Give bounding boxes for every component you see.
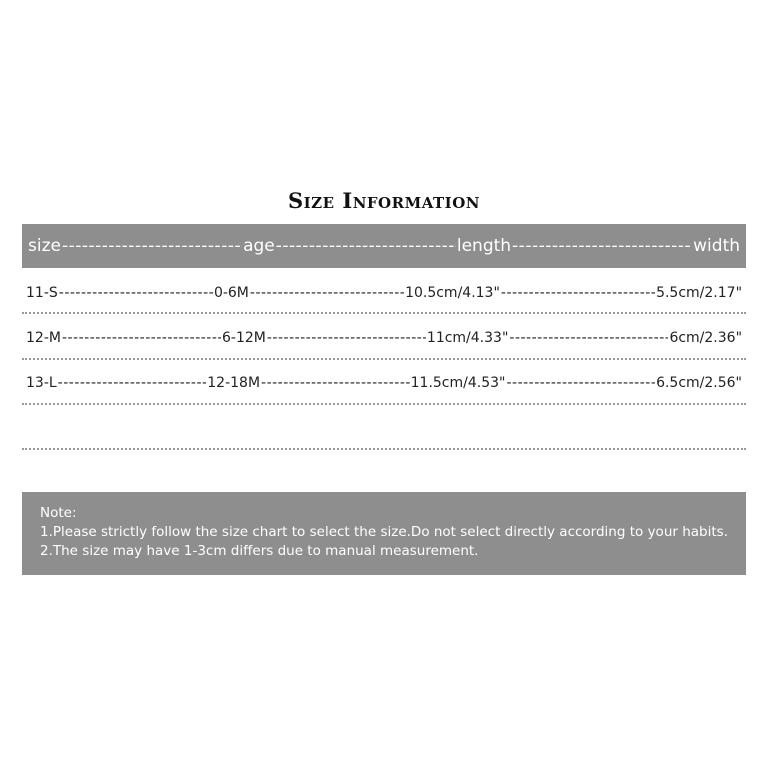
dash-leader — [62, 330, 221, 346]
note-heading: Note: — [40, 505, 77, 521]
row-age: 12-18M — [207, 375, 261, 391]
dash-leader — [58, 375, 207, 391]
table-row — [22, 282, 746, 304]
row-width: 5.5cm/2.17" — [656, 285, 742, 301]
row-age: 0-6M — [213, 285, 249, 301]
size-table-header — [22, 224, 746, 268]
row-divider — [22, 312, 746, 314]
header-age: age — [243, 236, 275, 256]
row-age: 6-12M — [222, 330, 266, 346]
note-line: 1.Please strictly follow the size chart to select the size.Do not select directly according to your habits. — [40, 524, 728, 540]
dash-leader — [276, 236, 456, 256]
row-divider — [22, 448, 746, 450]
table-row — [22, 327, 746, 349]
dash-leader — [509, 330, 668, 346]
row-size: 13-L — [26, 375, 57, 391]
note-line: 2.The size may have 1-3cm differs due to manual measurement. — [40, 543, 479, 559]
dash-leader — [506, 375, 655, 391]
row-width: 6cm/2.36" — [669, 330, 742, 346]
header-length: length — [456, 236, 512, 256]
table-row — [22, 372, 746, 394]
header-width: width — [693, 236, 740, 256]
note-box — [22, 492, 746, 575]
row-length: 10.5cm/4.13" — [405, 285, 500, 301]
row-divider — [22, 358, 746, 360]
dash-leader — [62, 236, 242, 256]
size-information-title: Size Information — [288, 188, 480, 213]
dash-leader — [267, 330, 426, 346]
row-divider — [22, 403, 746, 405]
dash-leader — [250, 285, 404, 301]
row-length: 11.5cm/4.53" — [410, 375, 506, 391]
row-size: 11-S — [26, 285, 58, 301]
dash-leader — [512, 236, 692, 256]
row-length: 11cm/4.33" — [426, 330, 509, 346]
dash-leader — [261, 375, 410, 391]
header-size: size — [28, 236, 61, 256]
dash-leader — [501, 285, 655, 301]
dash-leader — [59, 285, 213, 301]
row-size: 12-M — [26, 330, 61, 346]
row-width: 6.5cm/2.56" — [656, 375, 742, 391]
